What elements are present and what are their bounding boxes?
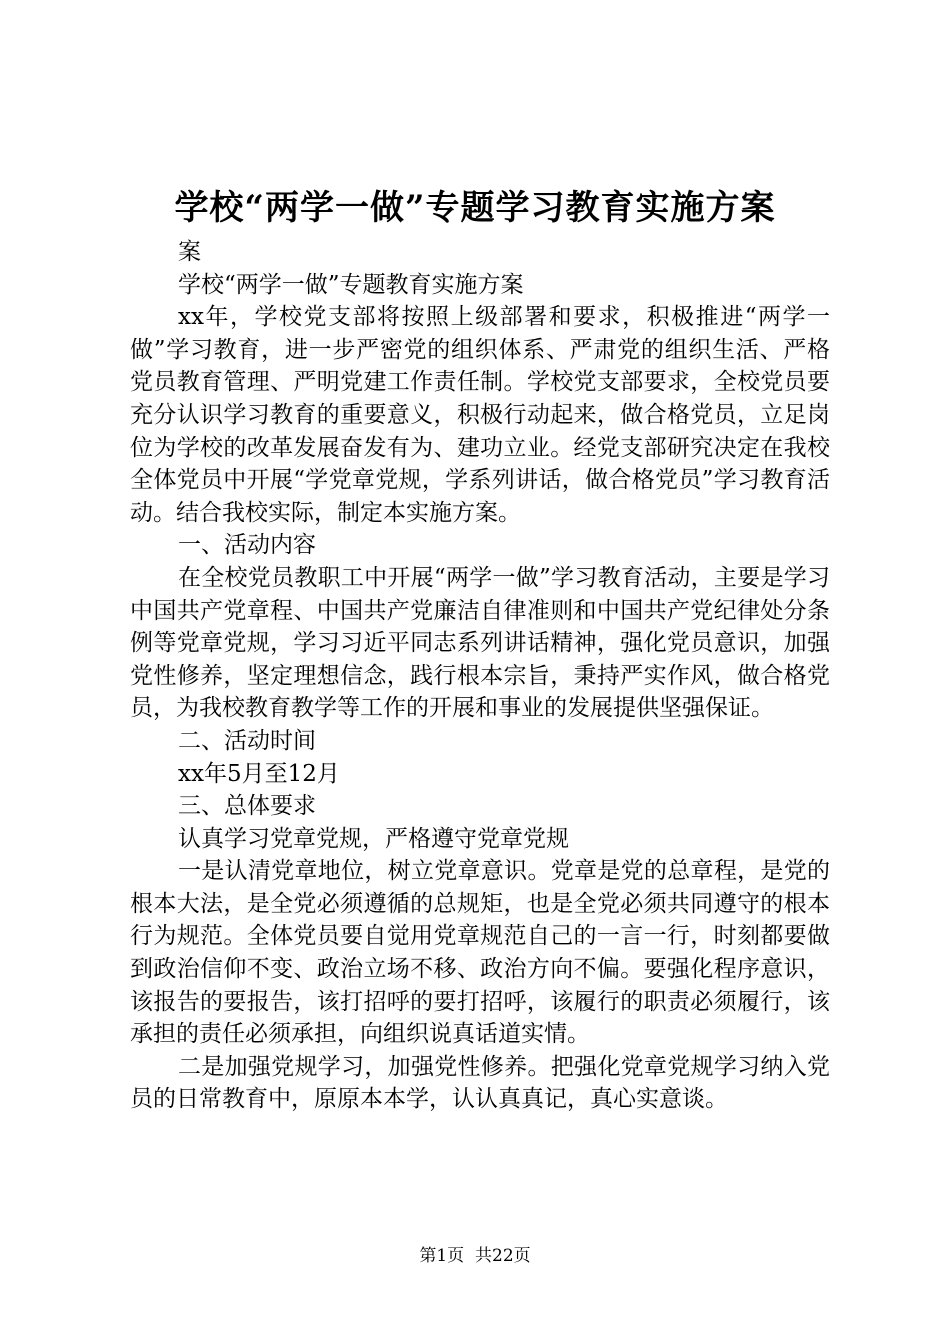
subheading-study: 认真学习党章党规，严格遵守党章党规 (178, 825, 569, 852)
page-total: 共22页 (475, 1246, 531, 1266)
paragraph-intro: xx年，学校党支部将按照上级部署和要求，积极推进“两学一做”学习教育，进一步严密党的组织体系、严肃党的组织生活、严格党员教育管理、严明党建工作责任制。学校党支部要求，全校党员要充分认识学习教育的重要意义，积极行动起来，做合格党员，立足岗位为学校的改革发展奋发有为、建功立业。经党支部研究决定在我校全体党员中开展“学党章党规，学系列讲话，做合格党员”学习教育活动。结合我校实际，制定本实施方案。 (130, 304, 830, 526)
section-heading-time: 二、活动时间 (178, 727, 316, 754)
paragraph-subtitle: 学校“两学一做”专题教育实施方案 (178, 271, 524, 298)
paragraph-point-one: 一是认清党章地位，树立党章意识。党章是党的总章程，是党的根本大法，是全党必须遵循的总规矩，也是全党必须共同遵守的根本行为规范。全体党员要自觉用党章规范自己的一言一行，时刻都要做到政治信仰不变、政治立场不移、政治方向不偏。要强化程序意识，该报告的要报告，该打招呼的要打招呼，该履行的职责必须履行，该承担的责任必须承担，向组织说真话道实情。 (130, 858, 830, 1048)
paragraph-point-two: 二是加强党规学习，加强党性修养。把强化党章党规学习纳入党员的日常教育中，原原本本学，认认真真记，真心实意谈。 (130, 1053, 830, 1113)
section-heading-requirements: 三、总体要求 (178, 793, 316, 820)
paragraph-fragment: 案 (178, 239, 201, 265)
paragraph-content: 在全校党员教职工中开展“两学一做”学习教育活动，主要是学习中国共产党章程、中国共产党廉洁自律准则和中国共产党纪律处分条例等党章党规，学习习近平同志系列讲话精神，强化党员意识，加强党性修养，坚定理想信念，践行根本宗旨，秉持严实作风，做合格党员，为我校教育教学等工作的开展和事业的发展提供坚强保证。 (130, 564, 830, 722)
document-body (130, 236, 830, 1116)
page-number: 第1页 (419, 1246, 465, 1266)
document-title: 学校“两学一做”专题学习教育实施方案 (174, 188, 776, 228)
section-heading-content: 一、活动内容 (178, 532, 316, 559)
page-footer (0, 1245, 950, 1267)
paragraph-time: xx年5月至12月 (178, 760, 340, 787)
